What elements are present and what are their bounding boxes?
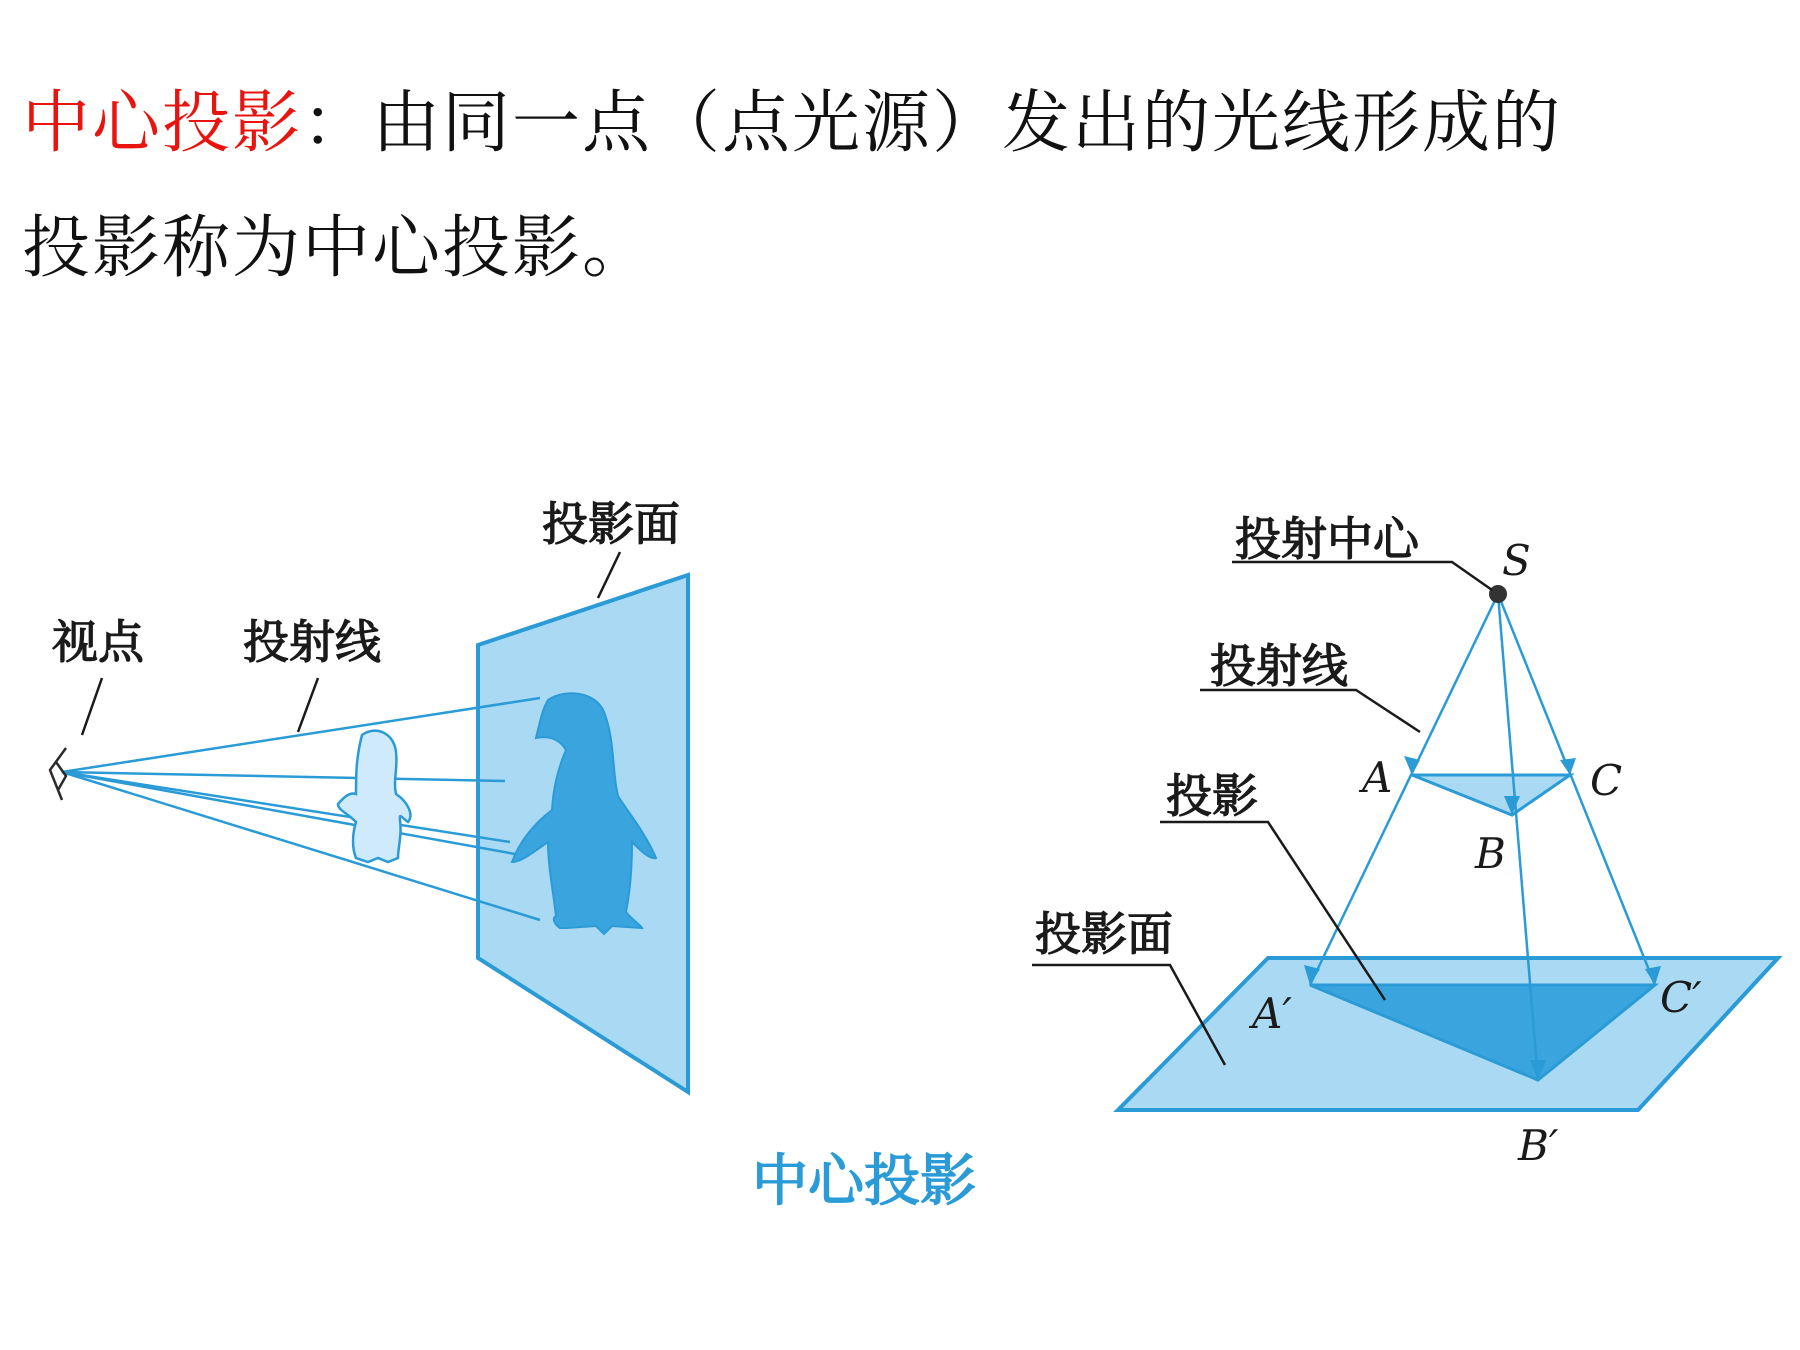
left-figure xyxy=(50,497,688,1092)
viewpoint-label: 视点 xyxy=(52,615,144,669)
point-c-label: C xyxy=(1590,756,1623,805)
right-ray-leader xyxy=(1200,690,1420,732)
point-b-label: B xyxy=(1475,829,1506,878)
definition-line-2: 投影称为中心投影。 xyxy=(22,209,653,288)
projection-center-point xyxy=(1489,585,1507,603)
eye-icon xyxy=(50,748,66,800)
point-a-label: A xyxy=(1362,753,1393,802)
left-ray-leader xyxy=(298,678,318,732)
point-b1-label: B′ xyxy=(1518,1121,1559,1170)
point-c1-label: C′ xyxy=(1660,973,1702,1022)
right-ray-label: 投射线 xyxy=(1210,639,1348,693)
point-a1-label: A′ xyxy=(1252,989,1292,1038)
term-central-projection: 中心投影 xyxy=(22,84,303,163)
definition-text-1: 由同一点（点光源）发出的光线形成的 xyxy=(372,84,1563,163)
left-projection-rays xyxy=(62,698,540,920)
left-plane-leader xyxy=(598,552,620,598)
viewpoint-leader xyxy=(82,678,102,735)
center-label: 投射中心 xyxy=(1235,512,1419,566)
center-leader xyxy=(1232,562,1492,590)
right-plane-label: 投影面 xyxy=(1035,907,1173,961)
right-figure xyxy=(1032,512,1778,1170)
definition-colon: ： xyxy=(302,84,373,163)
penguin-object xyxy=(338,731,410,862)
figure-caption: 中心投影 xyxy=(752,1149,976,1214)
left-ray-label: 投射线 xyxy=(243,615,381,669)
left-plane-label: 投影面 xyxy=(542,497,680,551)
object-triangle xyxy=(1412,775,1570,815)
projection-label: 投影 xyxy=(1166,769,1258,823)
point-s-label: S xyxy=(1502,536,1531,585)
